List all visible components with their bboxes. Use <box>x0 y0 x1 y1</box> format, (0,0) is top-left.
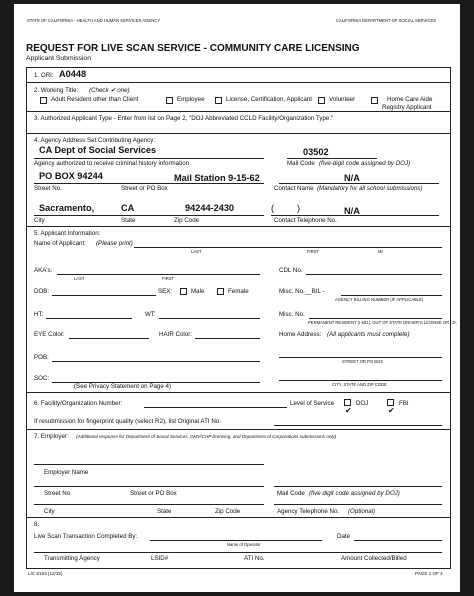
agency-auth-label: Agency authorized to receive criminal history information <box>34 160 190 167</box>
ori-label: 1. ORI: <box>34 72 54 79</box>
field-line <box>34 183 264 184</box>
section8-label: 8. <box>34 521 40 528</box>
female-checkbox[interactable] <box>217 288 224 295</box>
agency-address-label: 4. Agency Address Set Contributing Agency: <box>34 137 156 144</box>
cdl-label: CDL No. <box>279 267 303 274</box>
operator-field[interactable] <box>150 540 322 541</box>
misc-no-field[interactable] <box>309 318 442 319</box>
employer-zip-label: Zip Code <box>215 508 241 515</box>
field-line <box>279 183 439 184</box>
ori-value[interactable]: A0448 <box>59 69 87 79</box>
adult-resident-checkbox[interactable] <box>40 97 47 104</box>
form-number: LIC 9163 (12/15) <box>28 571 63 576</box>
agency-name-value[interactable]: CA Dept of Social Services <box>39 145 157 155</box>
divider <box>26 392 450 393</box>
license-checkbox[interactable] <box>215 97 222 104</box>
adult-resident-label: Adult Resident other than Client <box>51 96 139 103</box>
hair-color-field[interactable] <box>195 338 260 339</box>
applicant-name-label: Name of Applicant: <box>34 240 86 247</box>
date-field[interactable] <box>354 540 442 541</box>
zip-label: Zip Code <box>174 217 200 224</box>
home-city-field[interactable] <box>279 380 442 381</box>
male-checkbox[interactable] <box>180 288 187 295</box>
employer-phone-label: Agency Telephone No. <box>277 508 340 515</box>
divider <box>26 111 450 112</box>
license-label: License, Certification, Applicant <box>226 96 312 103</box>
sex-label: SEX: <box>158 288 173 295</box>
aka-first-caption: FIRST <box>162 276 175 281</box>
applicant-type-label: 3. Authorized Applicant Type - Enter from list on Page 2, "DOJ Abbreviated CCLD Facility/Organization Type." <box>34 115 334 122</box>
soc-label: SOC: <box>34 375 50 382</box>
employer-mail-code-hint: (five digit code assigned by DOJ) <box>309 490 400 497</box>
operator-caption: Name of Operator <box>227 542 261 547</box>
volunteer-checkbox[interactable] <box>318 97 325 104</box>
check-mark-icon: ✔ <box>388 406 395 415</box>
zip-value[interactable]: 94244-2430 <box>185 203 235 213</box>
form-title: REQUEST FOR LIVE SCAN SERVICE - COMMUNITY CARE LICENSING <box>26 43 360 54</box>
working-title-hint: (Check ✔ one) <box>89 87 130 94</box>
wt-label: WT: <box>145 311 156 318</box>
home-street-field[interactable] <box>279 357 442 358</box>
eye-color-field[interactable] <box>69 338 149 339</box>
state-value[interactable]: CA <box>121 203 135 213</box>
hair-color-label: HAIR Color: <box>159 331 193 338</box>
level-of-service-label: Level of Service <box>290 400 335 407</box>
agency-left: STATE OF CALIFORNIA - HEALTH AND HUMAN SERVICES AGENCY <box>27 18 161 23</box>
employer-mail-code-label: Mail Code <box>277 490 305 497</box>
city-label: City <box>34 217 45 224</box>
doj-checkbox[interactable] <box>344 399 352 415</box>
employer-mail-code-field[interactable] <box>274 486 442 487</box>
divider <box>26 82 450 83</box>
transaction-field[interactable] <box>34 552 442 553</box>
home-care-aide-checkbox[interactable] <box>371 97 378 104</box>
employer-name-label: Employer Name <box>44 469 89 476</box>
station-value[interactable]: Mail Station 9-15-62 <box>174 173 260 183</box>
working-title-label: 2. Working Title: <box>34 87 79 94</box>
city-state-zip-caption: CITY, STATE AND ZIP CODE <box>332 382 387 387</box>
agency-right: CALIFORNIA DEPARTMENT OF SOCIAL SERVICES <box>336 18 437 23</box>
name-first-caption: FIRST <box>307 249 320 254</box>
phone-open-paren: ( <box>271 203 275 213</box>
employer-street-no-label: Street No. <box>44 490 72 497</box>
applicant-name-hint: (Please print) <box>96 240 133 247</box>
fbi-checkbox[interactable] <box>387 399 395 415</box>
mail-code-label: Mail Code <box>287 160 315 167</box>
doj-label: DOJ <box>356 400 369 407</box>
cdl-field[interactable] <box>306 274 442 275</box>
fbi-label: FBI <box>399 400 409 407</box>
page-number: PAGE 1 OF 4 <box>415 571 443 576</box>
aka-last-caption: LAST <box>74 276 85 281</box>
divider <box>26 133 450 134</box>
misc-no-label: Misc. No. <box>279 311 305 318</box>
employer-city-label: City <box>44 508 55 515</box>
resubmission-label: If resubmission for fingerprint quality (select R2), list Original ATI No. <box>34 418 221 425</box>
home-care-aide-label: Home Care Aide <box>387 96 433 103</box>
employer-street-field[interactable] <box>34 486 264 487</box>
male-label: Male <box>191 288 205 295</box>
pob-label: POB: <box>34 354 49 361</box>
check-mark-icon: ✔ <box>345 406 352 415</box>
akas-label: AKA's: <box>34 267 53 274</box>
form-page <box>14 4 460 592</box>
eye-color-label: EYE Color: <box>34 331 65 338</box>
form-subtitle: Applicant Submission <box>26 55 91 62</box>
billing-caption: AGENCY BILLING NUMBER (IF APPLICABLE) <box>335 297 424 302</box>
mail-code-hint: (five-digit code assigned by DOJ) <box>319 160 411 167</box>
employer-name-field[interactable] <box>34 464 264 465</box>
city-value[interactable]: Sacramento, <box>39 203 95 213</box>
state-label: State <box>121 217 136 224</box>
divider <box>26 517 450 518</box>
applicant-name-field[interactable] <box>134 247 442 248</box>
divider <box>26 429 450 430</box>
akas-field[interactable] <box>57 274 260 275</box>
home-address-label: Home Address: <box>279 331 322 338</box>
field-line <box>34 215 264 216</box>
misc-bil-label: Misc. No.__BIL - <box>279 288 325 295</box>
field-line <box>287 158 377 159</box>
amount-label: Amount Collected/Billed <box>341 555 407 562</box>
female-label: Female <box>228 288 249 295</box>
misc-bil-field[interactable] <box>341 295 442 296</box>
street-no-label: Street No. <box>34 185 62 192</box>
original-ati-field[interactable] <box>274 425 442 426</box>
privacy-note: (See Privacy Statement on Page 4) <box>74 383 171 390</box>
volunteer-label: Volunteer <box>329 96 356 103</box>
contact-name-value[interactable]: N/A <box>344 173 360 183</box>
employee-checkbox[interactable] <box>166 97 173 104</box>
date-label: Date <box>337 533 351 540</box>
name-last-caption: LAST <box>191 249 202 254</box>
field-line <box>34 158 264 159</box>
applicant-info-label: 5. Applicant Information: <box>34 230 101 237</box>
facility-number-field[interactable] <box>144 407 287 408</box>
employer-hint: (Additional response for Department of Social Services, DMV/CHP licensing, and Department of Corporations submissions only) <box>76 434 337 439</box>
contact-name-label: Contact Name <box>274 185 314 192</box>
facility-number-label: 6. Facility/Organization Number: <box>34 400 123 407</box>
employer-phone-hint: (Optional) <box>348 508 376 515</box>
mail-code-value[interactable]: 03502 <box>303 147 329 157</box>
home-address-hint: (All applicants must complete) <box>327 331 410 338</box>
employer-label: 7. Employer: <box>34 433 69 440</box>
name-mi-caption: MI <box>378 249 383 254</box>
street-or-box-label: Street or PO Box <box>121 185 168 192</box>
employer-phone-field[interactable] <box>274 504 442 505</box>
phone-close-paren: ) <box>297 203 301 213</box>
ati-no-label: ATI No. <box>244 555 265 562</box>
wt-field[interactable] <box>159 318 260 319</box>
phone-label: Contact Telephone No. <box>274 217 337 224</box>
lsid-label: LSID# <box>151 555 169 562</box>
pob-field[interactable] <box>52 361 260 362</box>
street-value[interactable]: PO BOX 94244 <box>39 171 103 181</box>
employee-label: Employee <box>177 96 205 103</box>
permanent-resident-caption: PERMANENT RESIDENT (I-551), OUT OF STATE DRIVER'S LICENSE OR I.D. <box>308 320 457 325</box>
employer-state-label: State <box>157 508 172 515</box>
ht-field[interactable] <box>46 318 132 319</box>
contact-name-hint: (Mandatory for all school submissions) <box>317 185 423 192</box>
employer-city-field[interactable] <box>34 504 264 505</box>
registry-applicant-label: Registry Applicant <box>382 104 432 111</box>
divider <box>26 226 450 227</box>
dob-field[interactable] <box>52 295 156 296</box>
street-or-po-caption: STREET OR PO BOX <box>342 359 384 364</box>
field-line <box>271 215 439 216</box>
transmitting-agency-label: Transmitting Agency <box>44 555 100 562</box>
ht-label: HT: <box>34 311 44 318</box>
employer-street-or-box-label: Street or PO Box <box>130 490 177 497</box>
dob-label: DOB: <box>34 288 50 295</box>
phone-value[interactable]: N/A <box>344 206 360 216</box>
completed-by-label: Live Scan Transaction Completed By: <box>34 533 138 540</box>
